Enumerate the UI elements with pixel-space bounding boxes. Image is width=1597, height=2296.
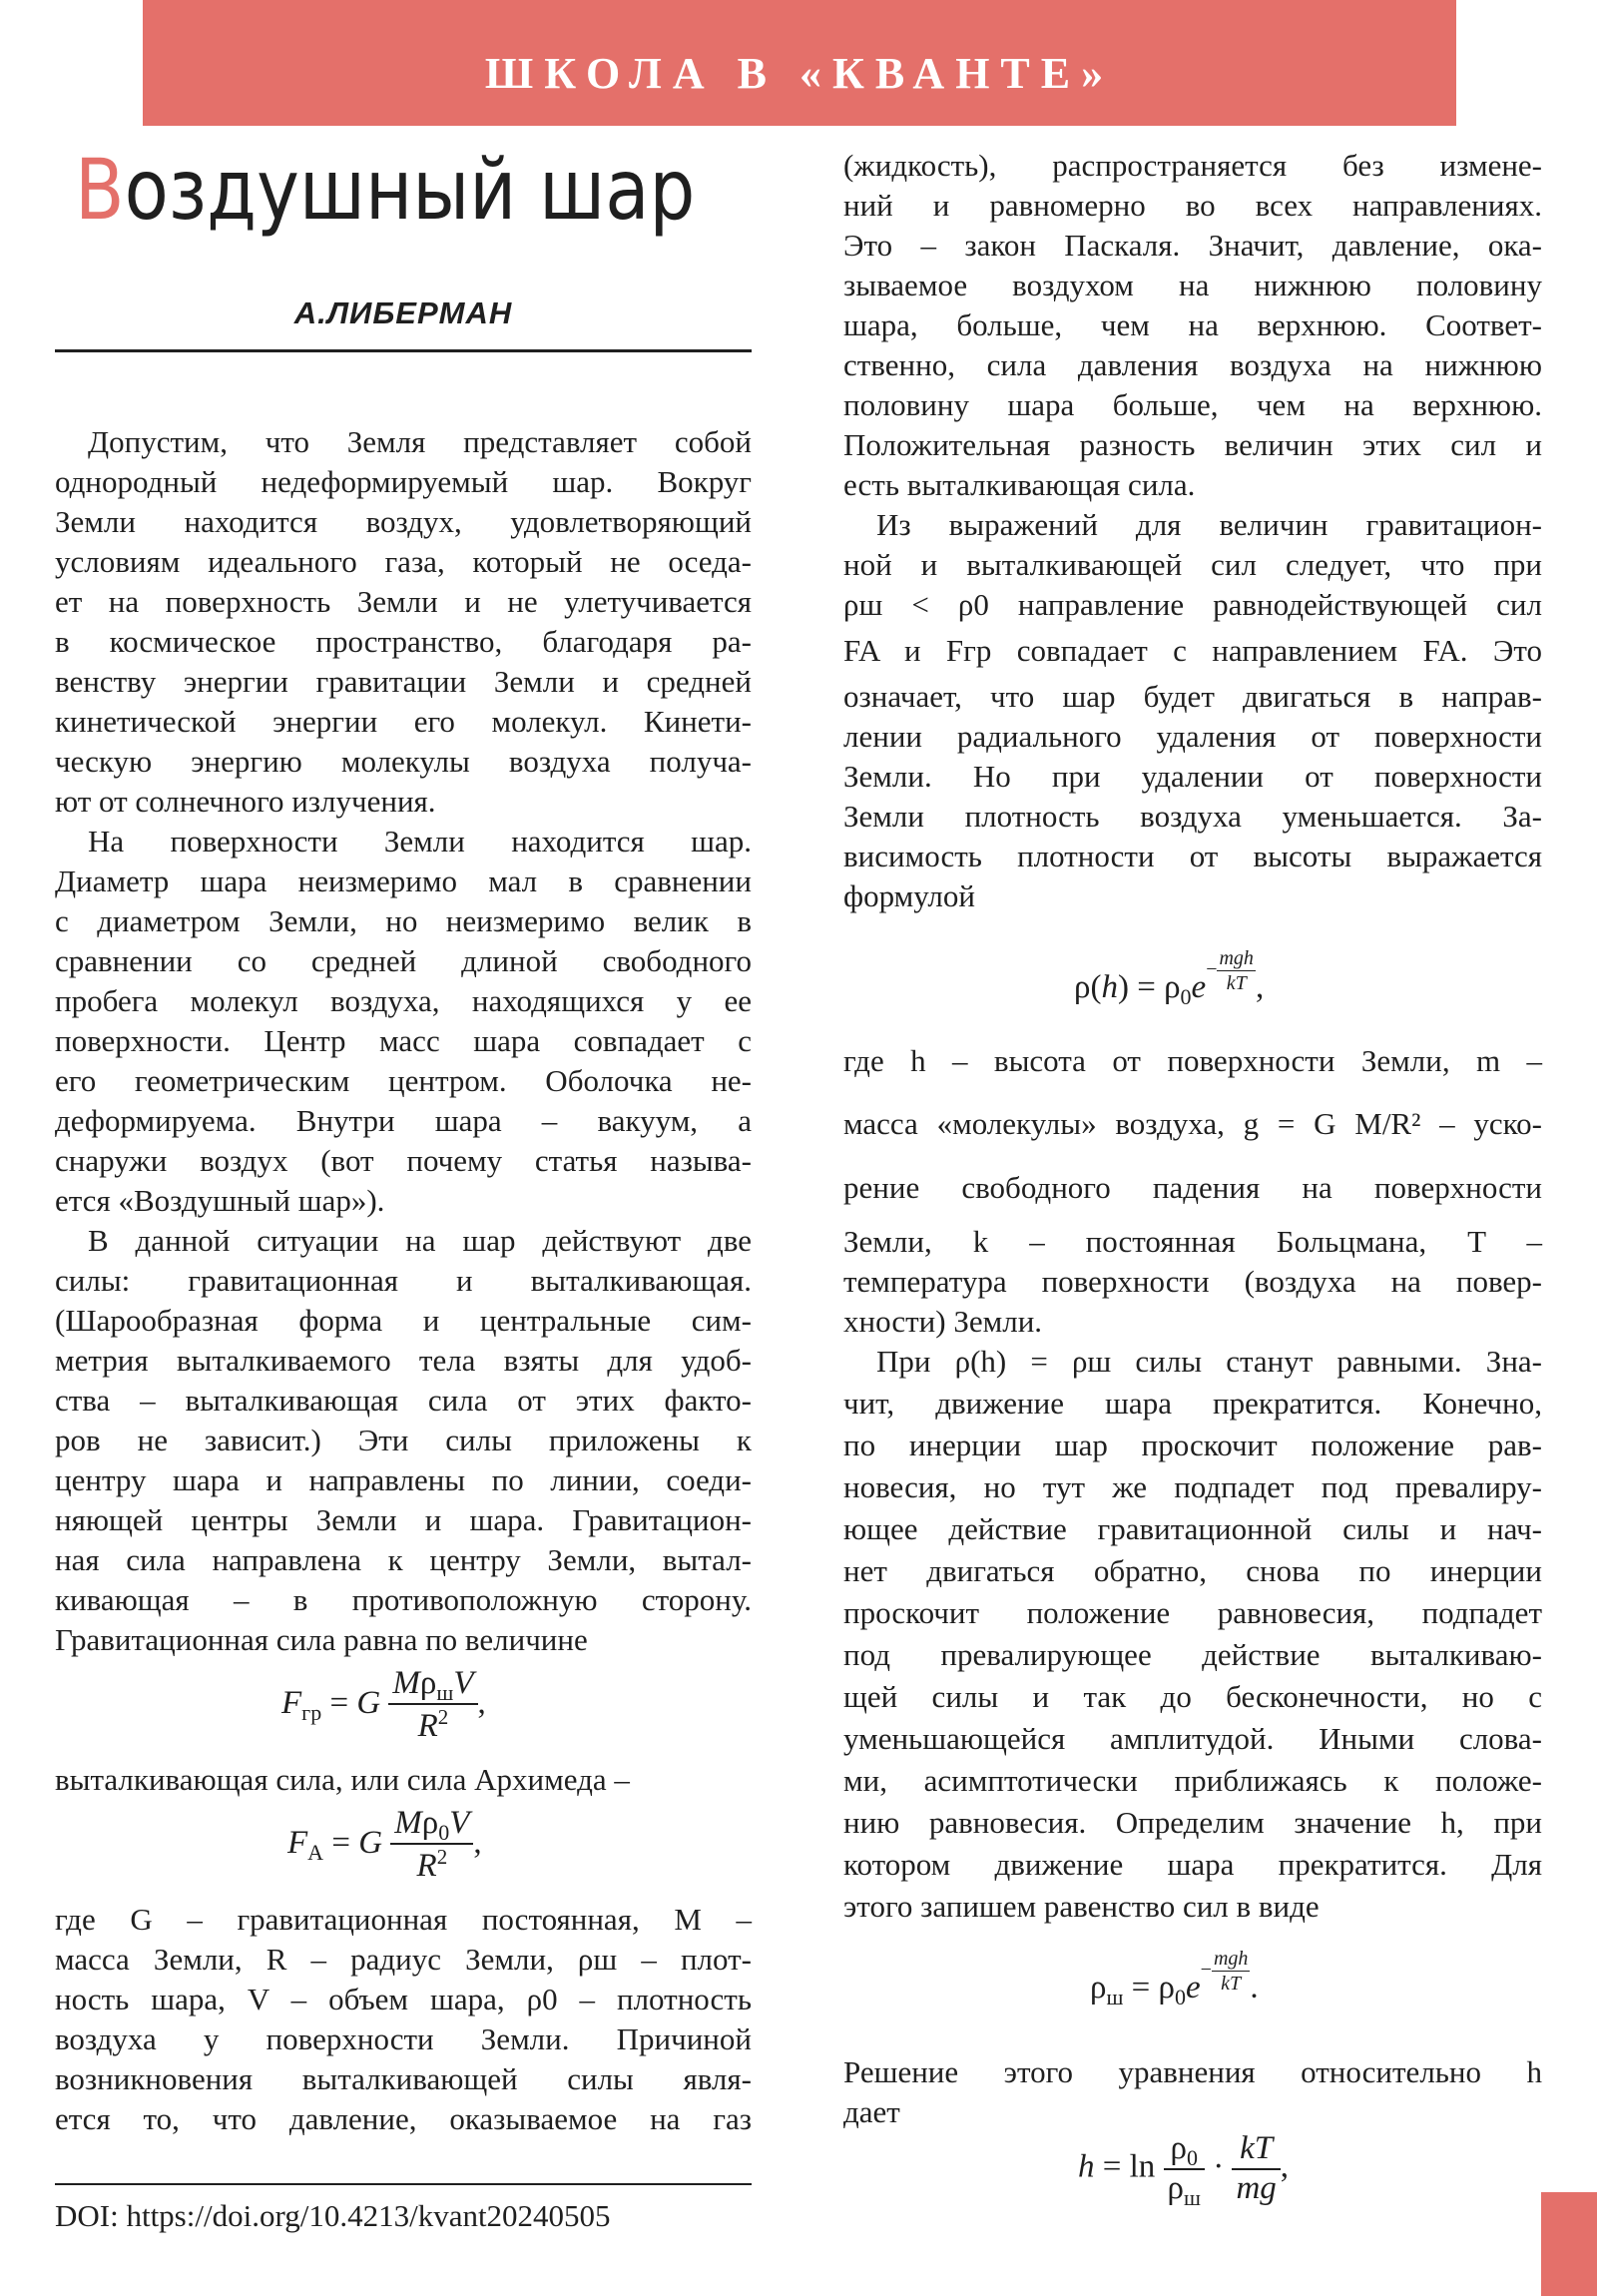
section-header-band: [143, 0, 1456, 126]
body-line: метрия выталкиваемого тела взяты для удоб-: [55, 1343, 752, 1378]
body-line: (Шарообразная форма и центральные сим-: [55, 1303, 752, 1338]
body-line: силы: гравитационная и выталкивающая.: [55, 1263, 752, 1298]
body-line: означает, что шар будет двигаться в направ-: [843, 679, 1542, 714]
body-line: его геометрическим центром. Оболочка не-: [55, 1063, 752, 1098]
body-line: ность шара, V – объем шара, ρ0 – плотность: [55, 1982, 752, 2016]
body-line: ет на поверхность Земли и не улетучивается: [55, 584, 752, 619]
formula-archimedes-force: $F_A = G$ $\frac{M\rho_0V}{R^2}$ ,: [287, 1805, 482, 1884]
formula-density-height: $\rho(h) = \rho_0e-$ $\frac{\text{mgh}}{kT}$ ,: [1074, 947, 1265, 1010]
body-line: висимость плотности от высоты выражается: [843, 839, 1542, 873]
body-line: ρш < ρ0 направление равнодействующей сил: [843, 587, 1542, 622]
body-line: ми, асимптотически приближаясь к положе-: [843, 1763, 1542, 1798]
body-line: возникновения выталкивающей силы явля-: [55, 2061, 752, 2096]
body-line: нет двигаться обратно, снова по инерции: [843, 1553, 1542, 1588]
body-line: На поверхности Земли находится шар.: [88, 824, 752, 859]
body-line: В данной ситуации на шар действуют две: [88, 1223, 752, 1258]
formula-height-solution: h = ln $\frac{\rho_0}{\rho_ш}$ · $\frac{kT}{mg}$ ,: [1078, 2130, 1290, 2210]
body-line: ров не зависит.) Эти силы приложены к: [55, 1423, 752, 1457]
body-line: формулой: [843, 878, 975, 913]
body-line: Земли находится воздух, удовлетворяющий: [55, 504, 752, 539]
body-line: Из выражений для величин гравитацион-: [876, 507, 1542, 542]
body-line: половину шара больше, чем на верхнюю.: [843, 387, 1542, 422]
body-line: в космическое пространство, благодаря ра-: [55, 624, 752, 659]
article-title: [75, 130, 695, 250]
body-line: ства – выталкивающая сила от этих факто-: [55, 1383, 752, 1418]
body-line: ется «Воздушный шар»).: [55, 1183, 385, 1218]
body-line: лении радиального удаления от поверхности: [843, 719, 1542, 754]
body-line: Земли плотность воздуха уменьшается. За-: [843, 799, 1542, 834]
body-line: ной и выталкивающей сил следует, что при: [843, 547, 1542, 582]
body-line: Земли, k – постоянная Больцмана, T –: [843, 1224, 1542, 1259]
body-line: под превалирующее действие выталкиваю-: [843, 1637, 1542, 1672]
body-line: При ρ(h) = ρш силы станут равными. Зна-: [876, 1344, 1542, 1379]
body-line: температура поверхности (воздуха на повер-: [843, 1264, 1542, 1299]
body-line: (жидкость), распространяется без измене-: [843, 148, 1542, 183]
body-line: воздуха у поверхности Земли. Причиной: [55, 2021, 752, 2056]
author-name: А.ЛИБЕРМАН: [293, 295, 513, 330]
body-line: Положительная разность величин этих сил и: [843, 427, 1542, 462]
body-line: няющей центры Земли и шара. Гравитацион-: [55, 1502, 752, 1537]
body-line: нию равновесия. Определим значение h, при: [843, 1805, 1542, 1840]
title-text: оздушный шар: [124, 141, 696, 239]
body-line: ческую энергию молекулы воздуха получа-: [55, 744, 752, 779]
formula-gravitational-force: $F_{гр} = G$ $\frac{M\rho_шV}{R^2}$ ,: [281, 1665, 486, 1744]
body-line: этого запишем равенство сил в виде: [843, 1889, 1320, 1924]
body-line: Решение этого уравнения относительно h: [843, 2054, 1542, 2089]
body-line: выталкивающая сила, или сила Архимеда –: [55, 1762, 630, 1797]
body-line: котором движение шара прекратится. Для: [843, 1847, 1542, 1882]
body-line: Это – закон Паскаля. Значит, давление, ока-: [843, 228, 1542, 263]
body-line: ют от солнечного излучения.: [55, 784, 436, 819]
section-title: ШКОЛА В «КВАНТЕ»: [484, 49, 1115, 98]
body-line: ющее действие гравитационной силы и нач-: [843, 1511, 1542, 1546]
body-line: центру шара и направлены по линии, соеди-: [55, 1462, 752, 1497]
body-line: поверхности. Центр масс шара совпадает с: [55, 1023, 752, 1058]
body-line: хности) Земли.: [843, 1304, 1043, 1339]
body-line: сравнении со средней длиной свободного: [55, 943, 752, 978]
body-line: снаружи воздух (вот почему статья называ-: [55, 1143, 752, 1178]
doi-link[interactable]: DOI: https://doi.org/10.4213/kvant20240505: [55, 2198, 611, 2233]
body-line: масса Земли, R – радиус Земли, ρш – плот-: [55, 1942, 752, 1977]
body-line: деформируема. Внутри шара – вакуум, а: [55, 1103, 752, 1138]
body-line: Допустим, что Земля представляет собой: [88, 424, 752, 459]
body-line: Гравитационная сила равна по величине: [55, 1622, 588, 1657]
body-line: условиям идеального газа, который не оседа-: [55, 544, 752, 579]
body-line: ний и равномерно во всех направлениях.: [843, 188, 1542, 223]
body-line: по инерции шар проскочит положение рав-: [843, 1428, 1542, 1462]
body-line: Диаметр шара неизмеримо мал в сравнении: [55, 863, 752, 898]
body-line: пробега молекул воздуха, находящихся у ее: [55, 983, 752, 1018]
body-line: где h – высота от поверхности Земли, m –: [843, 1043, 1542, 1078]
body-line: есть выталкивающая сила.: [843, 467, 1196, 502]
author-divider: [55, 349, 752, 352]
body-line: рение свободного падения на поверхности: [843, 1170, 1542, 1205]
body-line: ная сила направлена к центру Земли, вытал-: [55, 1542, 752, 1577]
body-line: щей силы и так до бесконечности, но с: [843, 1679, 1542, 1714]
body-line: чит, движение шара прекратится. Конечно,: [843, 1386, 1542, 1421]
body-line: Земли. Но при удалении от поверхности: [843, 759, 1542, 794]
body-line: масса «молекулы» воздуха, g = G M/R² – уско-: [843, 1106, 1542, 1141]
body-line: однородный недеформируемый шар. Вокруг: [55, 464, 752, 499]
body-line: кинетической энергии его молекул. Кинети-: [55, 704, 752, 739]
formula-equilibrium: $\rho_ш = \rho_0e-$ $\frac{\text{mgh}}{kT}$ .: [1090, 1948, 1259, 2010]
body-line: уменьшающейся амплитудой. Иными слова-: [843, 1721, 1542, 1756]
body-line: венству энергии гравитации Земли и средней: [55, 664, 752, 699]
title-drop-initial: В: [75, 141, 125, 239]
body-line: FA и Fгр совпадает с направлением FA. Это: [843, 633, 1542, 668]
body-line: шара, больше, чем на верхнюю. Соответ-: [843, 307, 1542, 342]
body-line: ется то, что давление, оказываемое на газ: [55, 2101, 752, 2136]
body-line: новесия, но тут же подпадет под превалиру-: [843, 1469, 1542, 1504]
body-line: дает: [843, 2094, 900, 2129]
footnote-divider: [55, 2183, 752, 2185]
body-line: кивающая – в противоположную сторону.: [55, 1582, 752, 1617]
body-line: проскочит положение равновесия, подпадет: [843, 1595, 1542, 1630]
body-line: с диаметром Земли, но неизмеримо велик в: [55, 903, 752, 938]
page-corner-marker: [1541, 2192, 1597, 2296]
body-line: зываемое воздухом на нижнюю половину: [843, 268, 1542, 302]
body-line: где G – гравитационная постоянная, M –: [55, 1902, 752, 1937]
body-line: ственно, сила давления воздуха на нижнюю: [843, 347, 1542, 382]
